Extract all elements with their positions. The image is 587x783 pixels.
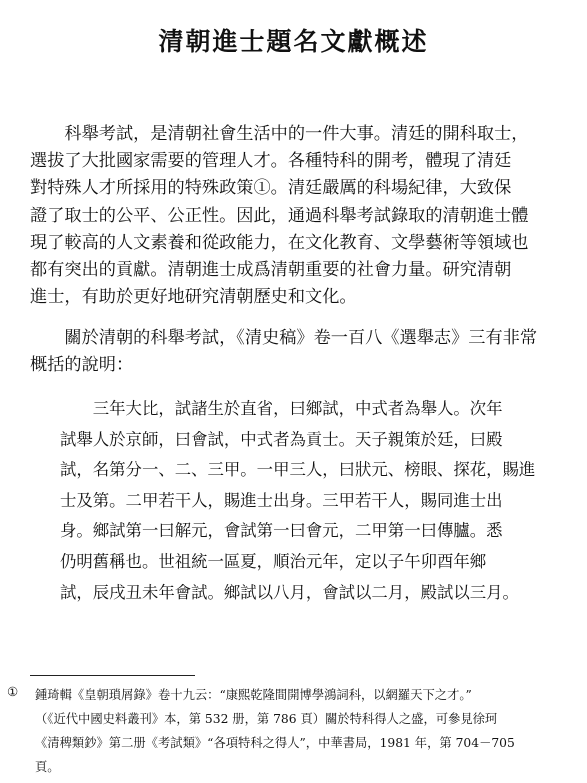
quote-line: 三年大比，試諸生於直省，曰鄉試，中式者為舉人。次年 xyxy=(60,399,503,418)
block-quote xyxy=(60,394,563,608)
text-line: 對特殊人才所採用的特殊政策①。清廷嚴厲的科場紀律，大致保 xyxy=(30,178,512,199)
quote-line: 試，辰戌丑未年會試。鄉試以八月，會試以二月，殿試以三月。 xyxy=(60,582,519,602)
footnote-line: 頁。 xyxy=(35,760,60,774)
paragraph-intro xyxy=(30,121,560,311)
footnote xyxy=(35,683,583,779)
quote-line: 試，名第分一、二、三甲。一甲三人，曰狀元、榜眼、探花，賜進 xyxy=(60,460,536,480)
quote-line: 仍明舊稱也。世祖統一區夏，順治元年，定以子午卯酉年鄉 xyxy=(60,551,487,571)
quote-line: 士及第。二甲若干人，賜進士出身。三甲若干人，賜同進士出 xyxy=(60,490,503,510)
text-line: 都有突出的貢獻。清朝進士成爲清朝重要的社會力量。研究清朝 xyxy=(30,260,512,281)
quote-line: 試舉人於京師，曰會試，中式者為貢士。天子親策於廷，曰殿 xyxy=(60,429,503,449)
text-line: 證了取士的公平、公正性。因此，通過科舉考試錄取的清朝進士體 xyxy=(30,205,529,226)
text-line: 關於清朝的科舉考試，《清史稿》卷一百八《選舉志》三有非常 xyxy=(30,328,538,348)
paragraph-reference xyxy=(30,325,560,379)
quote-line: 身。鄉試第一曰解元，會試第一曰會元，二甲第一曰傳臚。悉 xyxy=(60,521,503,541)
text-line: 進士，有助於更好地研究清朝歷史和文化。 xyxy=(30,287,357,308)
footnote-divider xyxy=(30,675,195,676)
text-line: 概括的說明： xyxy=(30,355,134,376)
text-line: 現了較高的人文素養和從政能力，在文化教育、文學藝術等領域也 xyxy=(30,232,529,253)
footnote-line: 《清稗類鈔》第二册《考試類》“各項特科之得人”，中華書局，1981 年，第 704－705 xyxy=(35,736,515,750)
page-title: 清朝進士題名文獻概述 xyxy=(158,27,429,56)
footnote-marker: ① xyxy=(7,684,19,699)
text-line: 選拔了大批國家需要的管理人才。各種特科的開考，體現了清廷 xyxy=(30,151,512,172)
text-line: 科舉考試，是清朝社會生活中的一件大事。清廷的開科取士， xyxy=(30,124,529,144)
footnote-line: 鍾琦輯《皇朝瑣屑錄》卷十九云：“康熙乾隆間開博學鴻詞科，以網羅天下之才。” xyxy=(35,688,472,702)
footnote-line: （《近代中國史料叢刊》本，第 532 册，第 786 頁）關於特科得人之盛，可參見徐珂 xyxy=(35,712,498,726)
